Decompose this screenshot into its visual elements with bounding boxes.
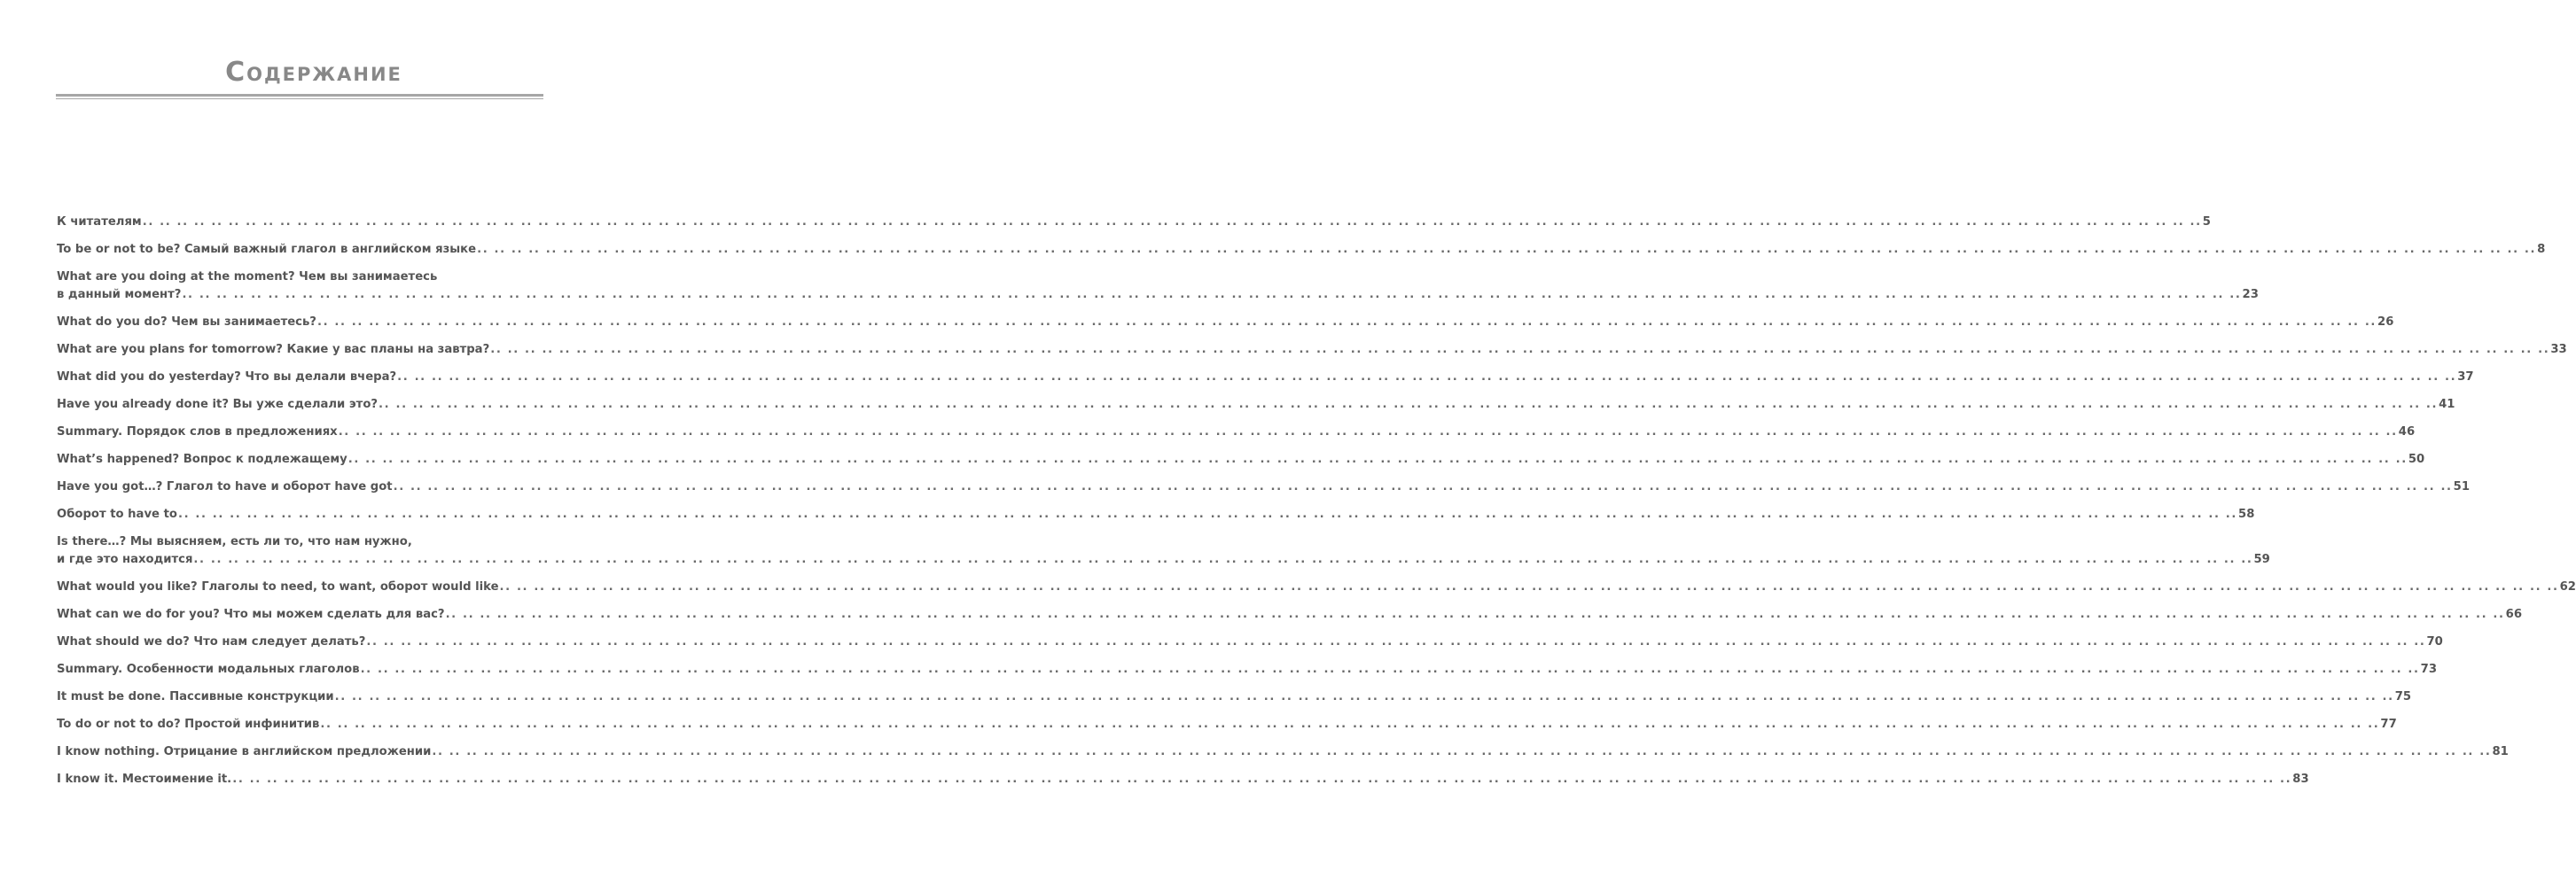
toc-page-number: 8 (2537, 243, 2546, 256)
dot-leader: .. .. .. .. .. .. .. .. .. .. .. .. .. .. .. .. .. .. .. .. .. .. .. .. .. .. .. .. .. .. .. .. .. .. .. .. .. .. .. .. .. .. .. .. .. .. .. .. .. .. .. .. .. .. .. .. .. .. .. .. .. .. .. .. .. .. .. .. .. .. .. .. .. .. .. .. .. .. .. .. .. .. .. .. .. .. .. .. .. .. .. .. .. .. .. .. .. .. .. .. .. .. .. .. .. .. .. .. .. .. .. .. .. .. .. .. .. .. .. .. (347, 453, 2408, 466)
dot-leader: .. .. .. .. .. .. .. .. .. .. .. .. .. .. .. .. .. .. .. .. .. .. .. .. .. .. .. .. .. .. .. .. .. .. .. .. .. .. .. .. .. .. .. .. .. .. .. .. .. .. .. .. .. .. .. .. .. .. .. .. .. .. .. .. .. .. .. .. .. .. .. .. .. .. .. .. .. .. .. .. .. .. .. .. .. .. .. .. .. .. .. .. .. .. .. .. .. .. .. .. .. .. .. .. .. .. .. .. .. .. .. .. .. .. .. .. .. .. .. .. (320, 718, 2380, 731)
toc-entry-line (57, 661, 2437, 679)
dot-leader: .. .. .. .. .. .. .. .. .. .. .. .. .. .. .. .. .. .. .. .. .. .. .. .. .. .. .. .. .. .. .. .. .. .. .. .. .. .. .. .. .. .. .. .. .. .. .. .. .. .. .. .. .. .. .. .. .. .. .. .. .. .. .. .. .. .. .. .. .. .. .. .. .. .. .. .. .. .. .. .. .. .. .. .. .. .. .. .. .. .. .. .. .. .. .. .. .. .. .. .. .. .. .. .. .. .. .. .. .. .. .. .. .. .. .. .. .. .. .. .. (445, 608, 2505, 621)
toc-entry-line (57, 451, 2425, 469)
dot-leader: .. .. .. .. .. .. .. .. .. .. .. .. .. .. .. .. .. .. .. .. .. .. .. .. .. .. .. .. .. .. .. .. .. .. .. .. .. .. .. .. .. .. .. .. .. .. .. .. .. .. .. .. .. .. .. .. .. .. .. .. .. .. .. .. .. .. .. .. .. .. .. .. .. .. .. .. .. .. .. .. .. .. .. .. .. .. .. .. .. .. .. .. .. .. .. .. .. .. .. .. .. .. .. .. .. .. .. .. .. .. .. .. .. .. .. .. .. .. .. .. (316, 315, 2377, 329)
toc-entry-title: What do you do? Чем вы занимаетесь? (57, 315, 316, 329)
toc-page-number: 81 (2492, 745, 2509, 758)
toc-entry-title: К читателям (57, 215, 142, 229)
toc-entry-title: What’s happened? Вопрос к подлежащему (57, 453, 347, 466)
dot-leader: .. .. .. .. .. .. .. .. .. .. .. .. .. .. .. .. .. .. .. .. .. .. .. .. .. .. .. .. .. .. .. .. .. .. .. .. .. .. .. .. .. .. .. .. .. .. .. .. .. .. .. .. .. .. .. .. .. .. .. .. .. .. .. .. .. .. .. .. .. .. .. .. .. .. .. .. .. .. .. .. .. .. .. .. .. .. .. .. .. .. .. .. .. .. .. .. .. .. .. .. .. .. .. .. .. .. .. .. .. .. .. .. .. .. .. .. .. .. .. .. (477, 243, 2537, 256)
toc-entry[interactable] (57, 688, 2412, 706)
dot-leader: .. .. .. .. .. .. .. .. .. .. .. .. .. .. .. .. .. .. .. .. .. .. .. .. .. .. .. .. .. .. .. .. .. .. .. .. .. .. .. .. .. .. .. .. .. .. .. .. .. .. .. .. .. .. .. .. .. .. .. .. .. .. .. .. .. .. .. .. .. .. .. .. .. .. .. .. .. .. .. .. .. .. .. .. .. .. .. .. .. .. .. .. .. .. .. .. .. .. .. .. .. .. .. .. .. .. .. .. .. .. .. .. .. .. .. .. .. .. .. .. (360, 663, 2420, 676)
dot-leader: .. .. .. .. .. .. .. .. .. .. .. .. .. .. .. .. .. .. .. .. .. .. .. .. .. .. .. .. .. .. .. .. .. .. .. .. .. .. .. .. .. .. .. .. .. .. .. .. .. .. .. .. .. .. .. .. .. .. .. .. .. .. .. .. .. .. .. .. .. .. .. .. .. .. .. .. .. .. .. .. .. .. .. .. .. .. .. .. .. .. .. .. .. .. .. .. .. .. .. .. .. .. .. .. .. .. .. .. .. .. .. .. .. .. .. .. .. .. .. .. (499, 580, 2559, 594)
toc-entry-line (57, 341, 2567, 359)
toc-entry[interactable] (57, 661, 2437, 679)
toc-page-number: 5 (2202, 215, 2211, 229)
toc-entry-line (57, 551, 2270, 569)
title-rule-thick (56, 94, 543, 97)
toc-page-number: 62 (2559, 580, 2576, 594)
toc-entry[interactable] (57, 369, 2474, 386)
toc-entry[interactable] (57, 424, 2416, 441)
toc-page-number: 46 (2398, 425, 2416, 439)
toc-entry-line (57, 716, 2397, 734)
toc-page-number: 83 (2292, 773, 2309, 786)
toc-page-number: 77 (2380, 718, 2397, 731)
toc-page-number: 50 (2408, 453, 2425, 466)
toc-entry-title: I know it. Местоимение it. (57, 773, 232, 786)
toc-entry-line (57, 478, 2471, 496)
toc-entry-line (57, 533, 543, 551)
toc-entry-line (57, 286, 2259, 304)
toc-entry-line (57, 771, 2309, 789)
page-title: Содержание (225, 57, 402, 88)
dot-leader: .. .. .. .. .. .. .. .. .. .. .. .. .. .. .. .. .. .. .. .. .. .. .. .. .. .. .. .. .. .. .. .. .. .. .. .. .. .. .. .. .. .. .. .. .. .. .. .. .. .. .. .. .. .. .. .. .. .. .. .. .. .. .. .. .. .. .. .. .. .. .. .. .. .. .. .. .. .. .. .. .. .. .. .. .. .. .. .. .. .. .. .. .. .. .. .. .. .. .. .. .. .. .. .. .. .. .. .. .. .. .. .. .. .. .. .. .. .. .. .. (182, 288, 2242, 301)
toc-entry-title: и где это находится (57, 553, 193, 566)
toc-entry[interactable] (57, 579, 2576, 596)
dot-leader: .. .. .. .. .. .. .. .. .. .. .. .. .. .. .. .. .. .. .. .. .. .. .. .. .. .. .. .. .. .. .. .. .. .. .. .. .. .. .. .. .. .. .. .. .. .. .. .. .. .. .. .. .. .. .. .. .. .. .. .. .. .. .. .. .. .. .. .. .. .. .. .. .. .. .. .. .. .. .. .. .. .. .. .. .. .. .. .. .. .. .. .. .. .. .. .. .. .. .. .. .. .. .. .. .. .. .. .. .. .. .. .. .. .. .. .. .. .. .. .. (193, 553, 2253, 566)
toc-page-number: 58 (2238, 508, 2255, 521)
toc-entry-line (57, 369, 2474, 386)
toc-entry[interactable] (57, 478, 2471, 496)
toc-entry-title: Is there…? Мы выясняем, есть ли то, что нам нужно, (57, 535, 412, 548)
toc-page-number: 23 (2242, 288, 2259, 301)
toc-page-number: 75 (2394, 690, 2412, 703)
toc-page-number: 26 (2377, 315, 2394, 329)
toc-entry-line (57, 579, 2576, 596)
toc-entry[interactable] (57, 396, 2455, 414)
title-rule-thin (56, 98, 543, 99)
toc-entry-line (57, 424, 2416, 441)
dot-leader: .. .. .. .. .. .. .. .. .. .. .. .. .. .. .. .. .. .. .. .. .. .. .. .. .. .. .. .. .. .. .. .. .. .. .. .. .. .. .. .. .. .. .. .. .. .. .. .. .. .. .. .. .. .. .. .. .. .. .. .. .. .. .. .. .. .. .. .. .. .. .. .. .. .. .. .. .. .. .. .. .. .. .. .. .. .. .. .. .. .. .. .. .. .. .. .. .. .. .. .. .. .. .. .. .. .. .. .. .. .. .. .. .. .. .. .. .. .. .. .. (397, 370, 2457, 384)
toc-entry[interactable] (57, 771, 2309, 789)
toc-entry-title: Have you already done it? Вы уже сделали это? (57, 398, 379, 411)
toc-page-number: 66 (2505, 608, 2522, 621)
toc-page-number: 41 (2439, 398, 2455, 411)
toc-entry[interactable] (57, 268, 2259, 304)
dot-leader: .. .. .. .. .. .. .. .. .. .. .. .. .. .. .. .. .. .. .. .. .. .. .. .. .. .. .. .. .. .. .. .. .. .. .. .. .. .. .. .. .. .. .. .. .. .. .. .. .. .. .. .. .. .. .. .. .. .. .. .. .. .. .. .. .. .. .. .. .. .. .. .. .. .. .. .. .. .. .. .. .. .. .. .. .. .. .. .. .. .. .. .. .. .. .. .. .. .. .. .. .. .. .. .. .. .. .. .. .. .. .. .. .. .. .. .. .. .. .. .. (393, 480, 2453, 494)
dot-leader: .. .. .. .. .. .. .. .. .. .. .. .. .. .. .. .. .. .. .. .. .. .. .. .. .. .. .. .. .. .. .. .. .. .. .. .. .. .. .. .. .. .. .. .. .. .. .. .. .. .. .. .. .. .. .. .. .. .. .. .. .. .. .. .. .. .. .. .. .. .. .. .. .. .. .. .. .. .. .. .. .. .. .. .. .. .. .. .. .. .. .. .. .. .. .. .. .. .. .. .. .. .. .. .. .. .. .. .. .. .. .. .. .. .. .. .. .. .. .. .. (177, 508, 2238, 521)
toc-entry-title: What are you plans for tomorrow? Какие у вас планы на завтра? (57, 343, 490, 356)
toc-entry-title: I know nothing. Отрицание в английском предложении (57, 745, 432, 758)
toc-entry[interactable] (57, 716, 2397, 734)
toc-page-number: 51 (2453, 480, 2471, 494)
toc-entry[interactable] (57, 214, 2211, 231)
toc-entry-title: It must be done. Пассивные конструкции (57, 690, 334, 703)
toc-entry-line (57, 268, 543, 286)
toc-entry-line (57, 688, 2412, 706)
toc-entry-title: What can we do for you? Что мы можем сделать для вас? (57, 608, 445, 621)
toc-entry-title: What did you do yesterday? Что вы делали вчера? (57, 370, 397, 384)
toc-page-number: 33 (2550, 343, 2567, 356)
dot-leader: .. .. .. .. .. .. .. .. .. .. .. .. .. .. .. .. .. .. .. .. .. .. .. .. .. .. .. .. .. .. .. .. .. .. .. .. .. .. .. .. .. .. .. .. .. .. .. .. .. .. .. .. .. .. .. .. .. .. .. .. .. .. .. .. .. .. .. .. .. .. .. .. .. .. .. .. .. .. .. .. .. .. .. .. .. .. .. .. .. .. .. .. .. .. .. .. .. .. .. .. .. .. .. .. .. .. .. .. .. .. .. .. .. .. .. .. .. .. .. .. (366, 635, 2426, 649)
toc-entry-line (57, 506, 2255, 524)
toc-entry-title: Have you got…? Глагол to have и оборот have got (57, 480, 393, 494)
toc-entry[interactable] (57, 241, 2546, 259)
toc-entry-title: Оборот to have to (57, 508, 177, 521)
toc-entry-title: Summary. Особенности модальных глаголов (57, 663, 360, 676)
toc-entry[interactable] (57, 533, 2270, 569)
toc-entry-title: What are you doing at the moment? Чем вы занимаетесь (57, 270, 438, 284)
toc-entry-line (57, 606, 2522, 624)
toc-page-number: 70 (2426, 635, 2443, 649)
table-of-contents (57, 214, 2576, 798)
toc-entry[interactable] (57, 633, 2443, 651)
dot-leader: .. .. .. .. .. .. .. .. .. .. .. .. .. .. .. .. .. .. .. .. .. .. .. .. .. .. .. .. .. .. .. .. .. .. .. .. .. .. .. .. .. .. .. .. .. .. .. .. .. .. .. .. .. .. .. .. .. .. .. .. .. .. .. .. .. .. .. .. .. .. .. .. .. .. .. .. .. .. .. .. .. .. .. .. .. .. .. .. .. .. .. .. .. .. .. .. .. .. .. .. .. .. .. .. .. .. .. .. .. .. .. .. .. .. .. .. .. .. .. .. (490, 343, 2550, 356)
dot-leader: .. .. .. .. .. .. .. .. .. .. .. .. .. .. .. .. .. .. .. .. .. .. .. .. .. .. .. .. .. .. .. .. .. .. .. .. .. .. .. .. .. .. .. .. .. .. .. .. .. .. .. .. .. .. .. .. .. .. .. .. .. .. .. .. .. .. .. .. .. .. .. .. .. .. .. .. .. .. .. .. .. .. .. .. .. .. .. .. .. .. .. .. .. .. .. .. .. .. .. .. .. .. .. .. .. .. .. .. .. .. .. .. .. .. .. .. .. .. .. .. (379, 398, 2439, 411)
toc-entry-title: в данный момент? (57, 288, 182, 301)
toc-entry-line (57, 633, 2443, 651)
toc-entry-title: To do or not to do? Простой инфинитив (57, 718, 320, 731)
dot-leader: .. .. .. .. .. .. .. .. .. .. .. .. .. .. .. .. .. .. .. .. .. .. .. .. .. .. .. .. .. .. .. .. .. .. .. .. .. .. .. .. .. .. .. .. .. .. .. .. .. .. .. .. .. .. .. .. .. .. .. .. .. .. .. .. .. .. .. .. .. .. .. .. .. .. .. .. .. .. .. .. .. .. .. .. .. .. .. .. .. .. .. .. .. .. .. .. .. .. .. .. .. .. .. .. .. .. .. .. .. .. .. .. .. .. .. .. .. .. .. .. (334, 690, 2394, 703)
toc-entry-line (57, 396, 2455, 414)
toc-entry-line (57, 314, 2394, 331)
toc-entry[interactable] (57, 506, 2255, 524)
toc-entry-line (57, 743, 2509, 761)
dot-leader: .. .. .. .. .. .. .. .. .. .. .. .. .. .. .. .. .. .. .. .. .. .. .. .. .. .. .. .. .. .. .. .. .. .. .. .. .. .. .. .. .. .. .. .. .. .. .. .. .. .. .. .. .. .. .. .. .. .. .. .. .. .. .. .. .. .. .. .. .. .. .. .. .. .. .. .. .. .. .. .. .. .. .. .. .. .. .. .. .. .. .. .. .. .. .. .. .. .. .. .. .. .. .. .. .. .. .. .. .. .. .. .. .. .. .. .. .. .. .. .. (338, 425, 2398, 439)
toc-page-number: 59 (2253, 553, 2270, 566)
toc-entry-title: To be or not to be? Самый важный глагол в английском языке (57, 243, 477, 256)
toc-page-number: 37 (2457, 370, 2474, 384)
dot-leader: .. .. .. .. .. .. .. .. .. .. .. .. .. .. .. .. .. .. .. .. .. .. .. .. .. .. .. .. .. .. .. .. .. .. .. .. .. .. .. .. .. .. .. .. .. .. .. .. .. .. .. .. .. .. .. .. .. .. .. .. .. .. .. .. .. .. .. .. .. .. .. .. .. .. .. .. .. .. .. .. .. .. .. .. .. .. .. .. .. .. .. .. .. .. .. .. .. .. .. .. .. .. .. .. .. .. .. .. .. .. .. .. .. .. .. .. .. .. .. .. (232, 773, 2292, 786)
toc-entry[interactable] (57, 314, 2394, 331)
toc-entry[interactable] (57, 451, 2425, 469)
toc-entry-title: What would you like? Глаголы to need, to want, оборот would like (57, 580, 499, 594)
toc-entry[interactable] (57, 606, 2522, 624)
dot-leader: .. .. .. .. .. .. .. .. .. .. .. .. .. .. .. .. .. .. .. .. .. .. .. .. .. .. .. .. .. .. .. .. .. .. .. .. .. .. .. .. .. .. .. .. .. .. .. .. .. .. .. .. .. .. .. .. .. .. .. .. .. .. .. .. .. .. .. .. .. .. .. .. .. .. .. .. .. .. .. .. .. .. .. .. .. .. .. .. .. .. .. .. .. .. .. .. .. .. .. .. .. .. .. .. .. .. .. .. .. .. .. .. .. .. .. .. .. .. .. .. (432, 745, 2492, 758)
toc-page-number: 73 (2420, 663, 2437, 676)
toc-entry[interactable] (57, 743, 2509, 761)
toc-entry-title: What should we do? Что нам следует делать? (57, 635, 366, 649)
toc-entry-title: Summary. Порядок слов в предложениях (57, 425, 338, 439)
toc-entry-line (57, 214, 2211, 231)
toc-entry-line (57, 241, 2546, 259)
dot-leader: .. .. .. .. .. .. .. .. .. .. .. .. .. .. .. .. .. .. .. .. .. .. .. .. .. .. .. .. .. .. .. .. .. .. .. .. .. .. .. .. .. .. .. .. .. .. .. .. .. .. .. .. .. .. .. .. .. .. .. .. .. .. .. .. .. .. .. .. .. .. .. .. .. .. .. .. .. .. .. .. .. .. .. .. .. .. .. .. .. .. .. .. .. .. .. .. .. .. .. .. .. .. .. .. .. .. .. .. .. .. .. .. .. .. .. .. .. .. .. .. (142, 215, 2202, 229)
toc-entry[interactable] (57, 341, 2567, 359)
